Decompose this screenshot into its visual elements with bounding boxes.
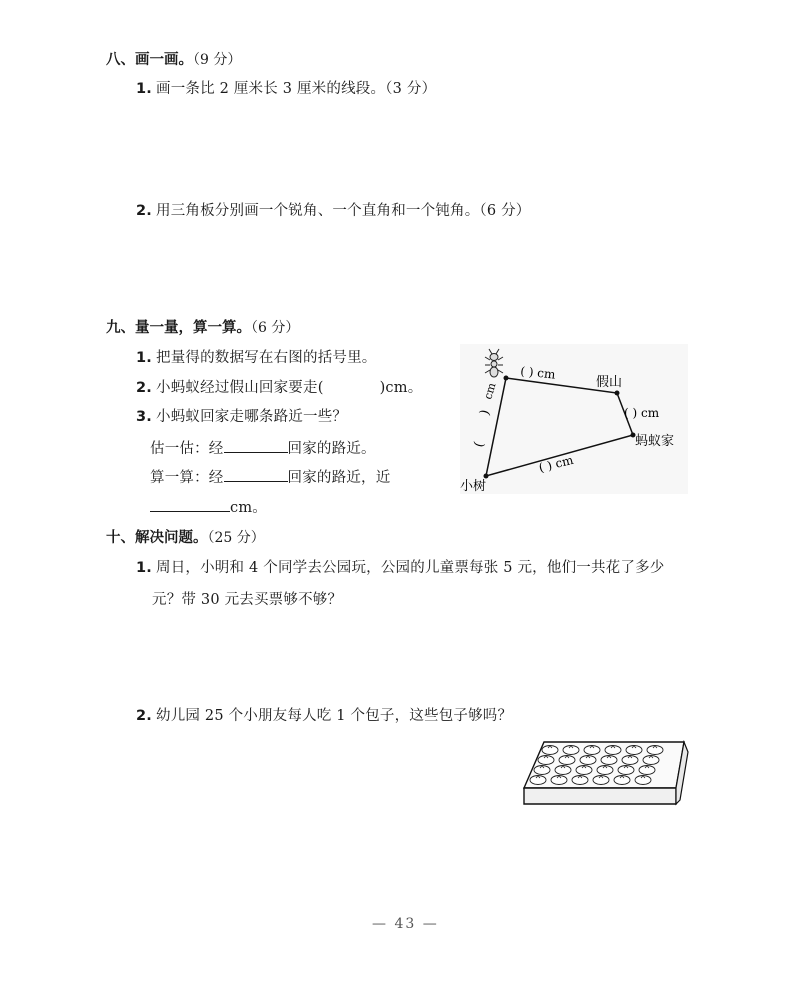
s8-q2-text: 用三角板分别画一个锐角、一个直角和一个钝角。（6 分）	[156, 203, 531, 219]
section-9-points: （6 分）	[251, 320, 300, 336]
s9-q2-number: 2.	[136, 380, 152, 396]
section-8-title: 八、画一画。	[106, 52, 193, 68]
top-side-measure[interactable]: ( ) cm	[519, 364, 557, 382]
bun-tray-illustration	[520, 738, 692, 818]
s9-q3-text: 小蚂蚁回家走哪条路近一些？	[156, 409, 348, 425]
s10-q1-line-2: 元？带 30 元去买票够不够？	[152, 592, 343, 608]
s8-q1-text: 画一条比 2 厘米长 3 厘米的线段。（3 分）	[156, 81, 437, 97]
label-rockery: 假山	[596, 375, 623, 390]
s9-calc-route-blank[interactable]	[224, 467, 288, 482]
s9-q3-calc-line	[150, 467, 390, 488]
label-tree: 小树	[460, 479, 487, 494]
left-side-close[interactable]: (	[471, 440, 488, 450]
right-side-measure[interactable]: ( ) cm	[624, 406, 660, 420]
s8-q2-number: 2.	[136, 203, 152, 219]
s9-question-2	[136, 378, 422, 398]
s9-calc-prefix: 算一算：经	[150, 470, 224, 486]
s9-estimate-prefix: 估一估：经	[150, 441, 224, 457]
s10-q1-line-1: 周日，小明和 4 个同学去公园玩，公园的儿童票每张 5 元，他们一共花了多少	[156, 560, 665, 576]
s9-q2-text-b: )cm。	[379, 380, 423, 396]
s9-q1-number: 1.	[136, 350, 152, 366]
s9-calc-unit: cm。	[230, 500, 267, 516]
s8-question-1	[136, 79, 436, 99]
s9-q3-calc-line-2	[150, 497, 267, 518]
tree-point	[484, 474, 489, 479]
s8-question-2	[136, 201, 530, 221]
section-8-points: （9 分）	[193, 52, 242, 68]
s9-calc-diff-blank[interactable]	[150, 497, 230, 512]
s10-question-1	[136, 558, 664, 578]
measure-figure	[450, 340, 700, 500]
s9-q2-text-a: 小蚂蚁经过假山回家要走(	[156, 380, 324, 396]
s9-q3-number: 3.	[136, 409, 152, 425]
rockery-point	[615, 391, 620, 396]
s10-question-1-cont	[152, 590, 342, 610]
s8-q1-number: 1.	[136, 81, 152, 97]
s10-q2-number: 2.	[136, 708, 152, 724]
s10-q1-number: 1.	[136, 560, 152, 576]
label-home: 蚂蚁家	[635, 434, 675, 449]
left-side-cm: cm	[481, 381, 499, 401]
bottom-side-measure[interactable]: ( ) cm	[537, 452, 575, 475]
left-side-open[interactable]: )	[477, 408, 494, 418]
section-9-title: 九、量一量，算一算。	[106, 320, 251, 336]
section-9-heading	[106, 318, 299, 338]
page-number: — 43 —	[372, 916, 439, 932]
s10-q2-text: 幼儿园 25 个小朋友每人吃 1 个包子，这些包子够吗？	[156, 708, 513, 724]
section-8-heading	[106, 50, 241, 70]
s9-estimate-suffix: 回家的路近。	[287, 441, 376, 457]
s9-question-1	[136, 348, 377, 368]
section-10-title: 十、解决问题。	[106, 530, 208, 546]
s9-q1-text: 把量得的数据写在右图的括号里。	[156, 350, 377, 366]
s9-q3-estimate-line	[150, 438, 376, 459]
s10-question-2	[136, 706, 512, 726]
section-10-heading	[106, 528, 265, 548]
s9-calc-suffix: 回家的路近，近	[287, 470, 391, 486]
s9-estimate-blank[interactable]	[224, 438, 288, 453]
s9-question-3	[136, 407, 347, 427]
section-10-points: （25 分）	[207, 530, 265, 546]
ant-point	[504, 376, 509, 381]
